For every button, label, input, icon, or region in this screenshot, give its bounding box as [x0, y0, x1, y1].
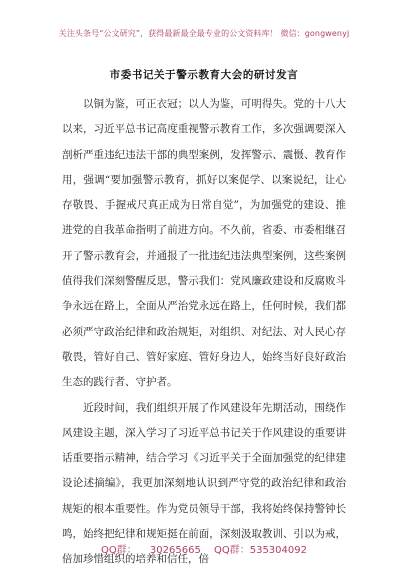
- document-body: [62, 92, 346, 573]
- footer-qq-groups: QQ群： 30265665 QQ群：535304092: [100, 545, 307, 556]
- document-title: 市委书记关于警示教育大会的研讨发言: [109, 69, 299, 81]
- promo-banner: 关注头条号“公文研究”，获得最新最全最专业的公文资料库！ 微信：gongwenyj: [58, 29, 350, 38]
- body-paragraph: 近段时间，我们组织开展了作风建设年先期活动，围绕作风建设主题，深入学习了习近平总书记关于作风建设的重要讲话重要指示精神，结合学习《习近平关于全面加强党的纪律建设论述摘编》，我更加深刻地认识到严守党的政治纪律和政治规矩的根本重要性。作为党员领导干部，我将始终保持警钟长鸣，始终把纪律和规矩挺在前面，深刻汲取教训、引以为戒，倍加珍惜组织的培养和信任，倍: [62, 401, 346, 566]
- body-paragraph: 以铜为鉴，可正衣冠；以人为鉴，可明得失。党的十八大以来，习近平总书记高度重视警示教育工作，多次强调要深入剖析严重违纪违法干部的典型案例，发挥警示、震慑、教育作用，强调“要加强警示教育，抓好以案促学、以案说纪，让心存敬畏、手握戒尺真正成为日常自觉”，为加强党的建设、推进党的自我革命指明了前进方向。不久前，省委、市委相继召开了警示教育会，并通报了一批违纪违法典型案例，这些案例值得我们深刻警醒反思，警示我们：党风廉政建设和反腐败斗争永远在路上，全面从严治党永远在路上，任何时候，我们都必须严守政治纪律和政治规矩，对组织、对纪法、对人民心存敬畏，管好自己、管好家庭、管好身边人，始终当好良好政治生态的践行者、守护者。: [62, 98, 346, 389]
